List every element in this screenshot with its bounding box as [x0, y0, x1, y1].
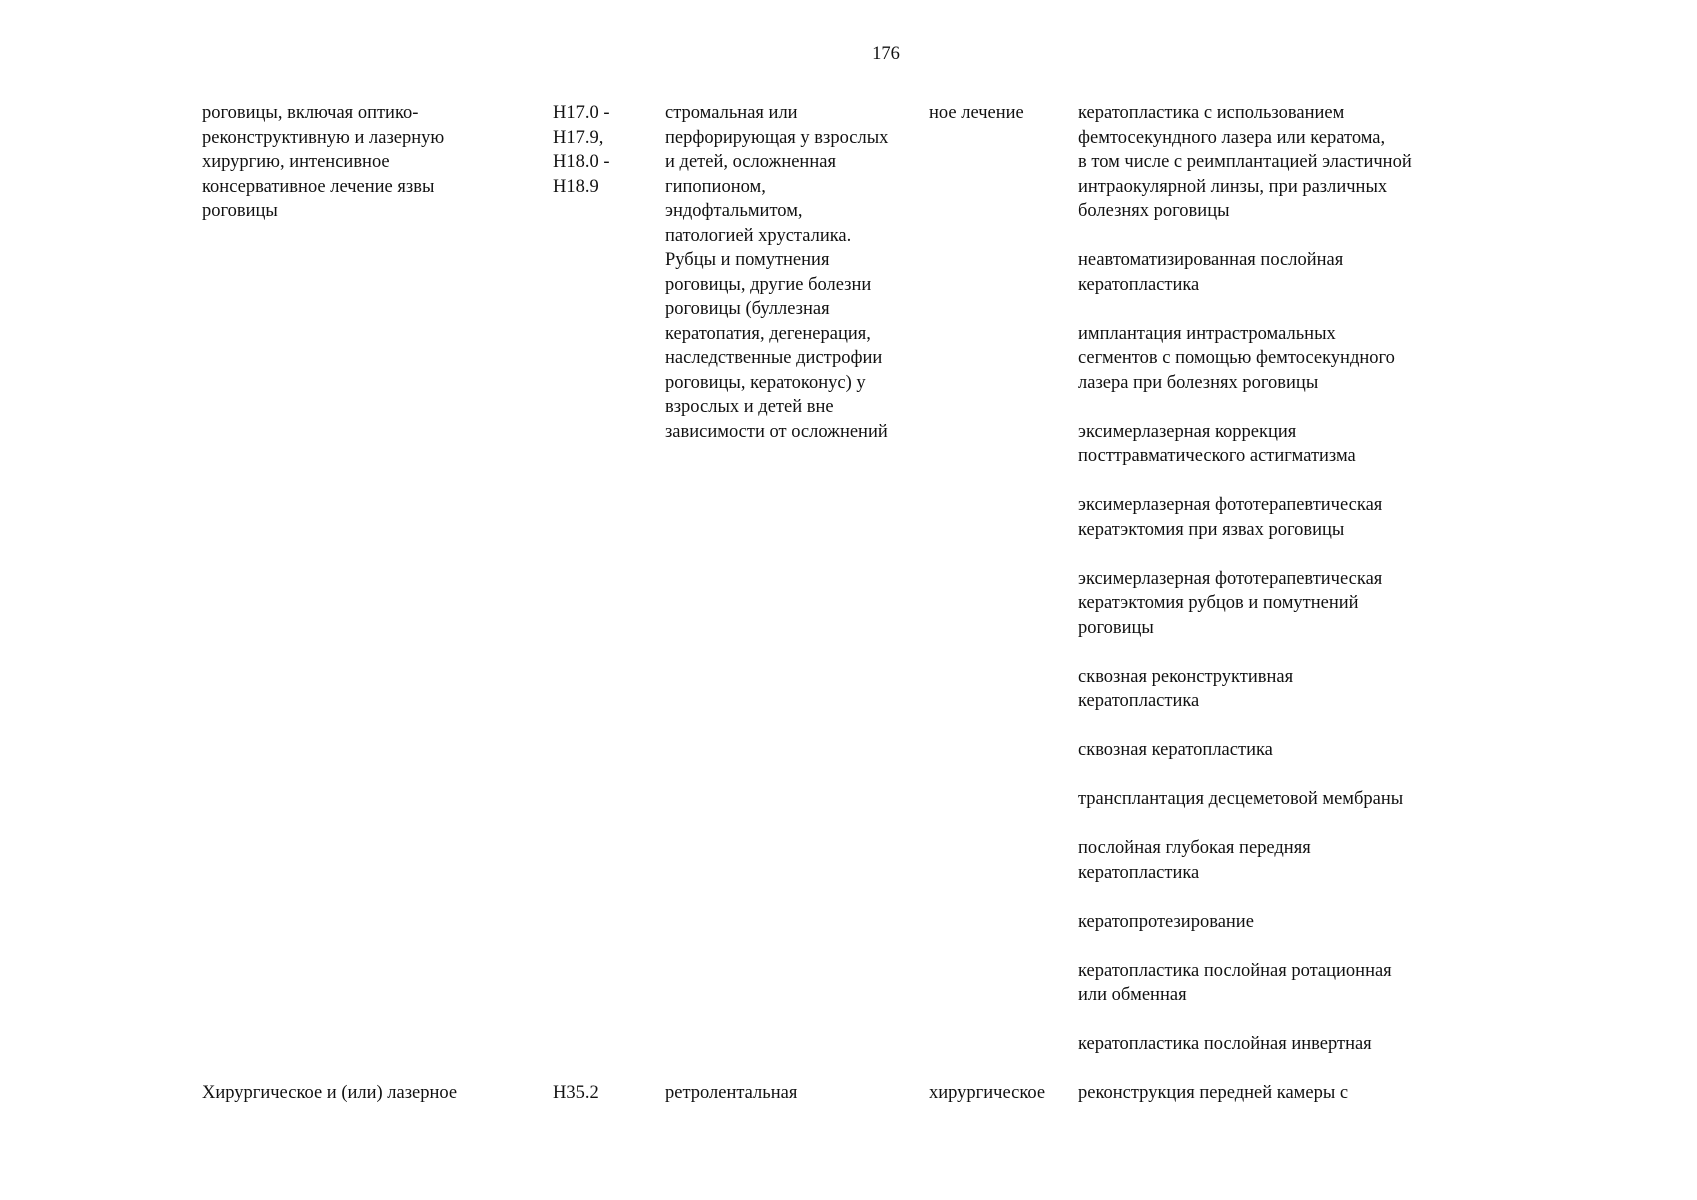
procedure-line: роговицы — [1078, 617, 1154, 638]
procedure-line: трансплантация десцеметовой мембраны — [1078, 789, 1404, 809]
patient-model-cell: ретролентальная — [665, 1083, 798, 1103]
condition-line: роговицы, включая оптико- — [202, 103, 419, 123]
condition-cell: Хирургическое и (или) лазерное — [202, 1083, 458, 1103]
procedure-item — [1078, 665, 1412, 714]
patient-model-line: зависимости от осложнений — [665, 421, 888, 442]
patient-model-line: роговицы (буллезная — [665, 299, 830, 319]
procedure-item — [1078, 567, 1412, 641]
procedure-line: кератэктомия при язвах роговицы — [1078, 519, 1345, 540]
patient-model-line: роговицы, кератоконус) у — [665, 372, 866, 393]
procedure-line: сегментов с помощью фемтосекундного — [1078, 348, 1395, 368]
procedure-line: кератэктомия рубцов и помутнений — [1078, 593, 1359, 613]
procedure-line: сквозная кератопластика — [1078, 740, 1273, 760]
procedure-line: лазера при болезнях роговицы — [1078, 372, 1319, 393]
condition-cell — [202, 101, 444, 224]
condition-line: реконструктивную и лазерную — [202, 127, 445, 148]
procedure-item — [1078, 420, 1412, 469]
procedure-item — [1078, 738, 1412, 763]
procedure-line: болезнях роговицы — [1078, 201, 1230, 221]
procedure-item — [1078, 493, 1412, 542]
procedure-line: кератопластика — [1078, 862, 1200, 883]
patient-model-line: кератопатия, дегенерация, — [665, 323, 871, 344]
patient-model-line: гипопионом, — [665, 176, 766, 197]
patient-model-line: стромальная или — [665, 103, 798, 123]
procedure-line: имплантация интрастромальных — [1078, 323, 1336, 344]
procedure-line: послойная глубокая передняя — [1078, 838, 1311, 858]
page-number: 176 — [872, 44, 900, 64]
procedure-line: сквозная реконструктивная — [1078, 666, 1294, 687]
patient-model-line: патологией хрусталика. — [665, 225, 852, 246]
patient-model-line: взрослых и детей вне — [665, 397, 834, 417]
procedure-line: в том числе с реимплантацией эластичной — [1078, 152, 1412, 172]
patient-model-line: перфорирующая у взрослых — [665, 127, 889, 148]
procedure-line: посттравматического астигматизма — [1078, 446, 1356, 466]
procedure-item — [1078, 787, 1412, 812]
patient-model-line: и детей, осложненная — [665, 152, 836, 172]
icd-codes-cell — [553, 101, 610, 199]
procedure-item — [1078, 1032, 1412, 1057]
procedure-item — [1078, 836, 1412, 885]
treatment-type-cell — [929, 101, 1024, 126]
procedure-line: эксимерлазерная фототерапевтическая — [1078, 568, 1383, 589]
procedure-line: кератопротезирование — [1078, 911, 1254, 932]
icd-code-line: H17.0 - — [553, 103, 610, 123]
condition-line: хирургию, интенсивное — [202, 152, 390, 172]
procedure-line: фемтосекундного лазера или кератома, — [1078, 127, 1386, 148]
procedure-list — [1078, 101, 1412, 1081]
procedure-item — [1078, 322, 1412, 396]
treatment-type-text: ное лечение — [929, 103, 1024, 123]
procedure-line: кератопластика послойная ротационная — [1078, 960, 1392, 981]
procedure-line: кератопластика — [1078, 274, 1200, 295]
icd-code-line: H18.0 - — [553, 152, 610, 172]
icd-code-line: H18.9 — [553, 176, 599, 197]
icd-codes-cell: H35.2 — [553, 1083, 599, 1103]
patient-model-line: эндофтальмитом, — [665, 201, 803, 221]
procedure-line: кератопластика с использованием — [1078, 103, 1345, 123]
patient-model-line: роговицы, другие болезни — [665, 274, 872, 295]
icd-code-line: H17.9, — [553, 127, 604, 148]
treatment-type-cell: хирургическое — [929, 1083, 1046, 1103]
procedure-item — [1078, 959, 1412, 1008]
patient-model-line: Рубцы и помутнения — [665, 250, 830, 270]
procedure-line: эксимерлазерная фототерапевтическая — [1078, 495, 1383, 515]
procedure-line: неавтоматизированная послойная — [1078, 250, 1344, 270]
procedure-cell: реконструкция передней камеры с — [1078, 1083, 1349, 1103]
condition-line: консервативное лечение язвы — [202, 176, 435, 197]
condition-line: роговицы — [202, 201, 278, 221]
procedure-line: кератопластика — [1078, 691, 1200, 711]
procedure-item — [1078, 248, 1412, 297]
procedure-item — [1078, 910, 1412, 935]
procedure-line: или обменная — [1078, 985, 1187, 1005]
patient-model-cell — [665, 101, 888, 444]
procedure-line: эксимерлазерная коррекция — [1078, 421, 1297, 442]
procedure-item — [1078, 101, 1412, 224]
patient-model-line: наследственные дистрофии — [665, 348, 883, 368]
procedure-line: интраокулярной линзы, при различных — [1078, 176, 1388, 197]
procedure-line: кератопластика послойная инвертная — [1078, 1034, 1372, 1054]
